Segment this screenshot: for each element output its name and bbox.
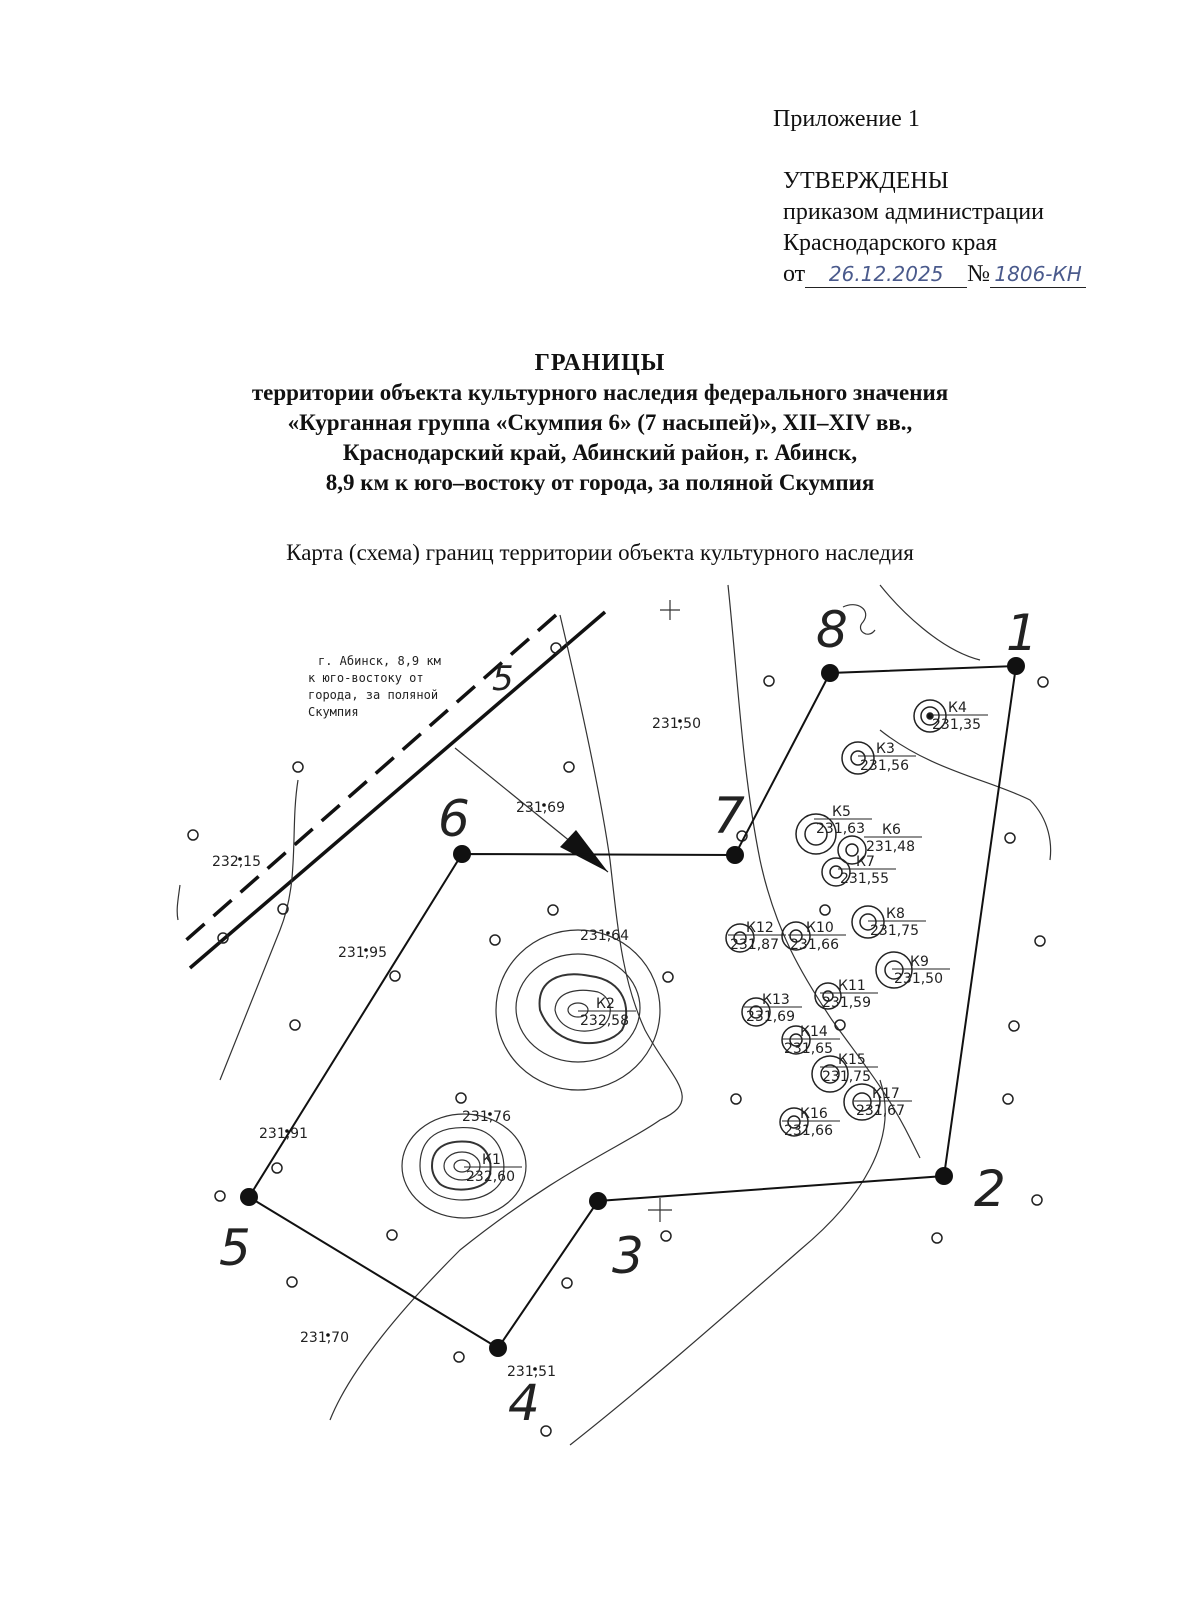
kurgan-id-label: К8	[886, 906, 905, 922]
date-field: 26.12.2025	[805, 263, 967, 288]
vertex-label-4: 4	[508, 1374, 540, 1432]
kurgan-id-label: К5	[832, 804, 851, 820]
vertex-label-8: 8	[816, 601, 848, 659]
kurgan-id-label: К6	[882, 822, 901, 838]
title-line-4: 8,9 км к юго–востоку от города, за поляной Скумпия	[325, 470, 875, 495]
kurgan-elevation-label: 231,75	[822, 1069, 871, 1085]
elevation-label: 231,50	[652, 716, 701, 732]
elevation-label: 231,64	[580, 928, 629, 944]
kurgan-elevation-label: 231,50	[894, 971, 943, 987]
mound-k1-contours	[402, 1114, 526, 1218]
title-line-2: «Курганная группа «Скумпия 6» (7 насыпей)», XII–XIV вв.,	[287, 410, 913, 435]
kurgan-id-label: К11	[838, 978, 866, 994]
kurgan-elevation-label: 231,48	[866, 839, 915, 855]
kurgan-elevation-label: 231,75	[870, 923, 919, 939]
kurgan-elevation-label: 231,55	[840, 871, 889, 887]
note-line-3: города, за поляной	[308, 688, 439, 702]
title-line-3: Краснодарский край, Абинский район, г. Абинск,	[342, 440, 858, 465]
kurgan-elevation-label: 231,59	[822, 995, 871, 1011]
kurgan-elevation-label: 231,66	[784, 1123, 833, 1139]
number-field: 1806-КН	[990, 263, 1086, 288]
kurgan-elevation-label: 231,66	[790, 937, 839, 953]
vertex-label-6: 6	[438, 790, 470, 848]
kurgan-elevation-label: 231,35	[932, 717, 981, 733]
kurgan-id-label: К15	[838, 1052, 866, 1068]
boundary-vertex-7	[726, 846, 744, 864]
kurgan-id-label: К10	[806, 920, 834, 936]
elevation-label: 231,91	[259, 1126, 308, 1142]
kurgan-id-label: К3	[876, 741, 895, 757]
kurgan-elevation-label: 231,63	[816, 821, 865, 837]
note-line-2: к юго-востоку от	[308, 671, 424, 685]
kurgan-id-label: К1	[482, 1152, 501, 1168]
kurgan-elevation-label: 231,69	[746, 1009, 795, 1025]
title-main: ГРАНИЦЫ	[534, 350, 666, 376]
vertex-label-5: 5	[219, 1219, 251, 1277]
date-prefix: от	[783, 261, 806, 287]
boundary-vertex-5	[240, 1188, 258, 1206]
vertex-label-1: 1	[1006, 604, 1038, 662]
note-line-4: Скумпия	[308, 705, 359, 719]
kurgan-elevation-label: 231,67	[856, 1103, 905, 1119]
kurgan-id-label: К16	[800, 1106, 828, 1122]
vertex-label-3: 3	[612, 1227, 644, 1285]
boundary-vertex-3	[589, 1192, 607, 1210]
kurgan-elevation-label: 231,56	[860, 758, 909, 774]
kurgan-id-label: К4	[948, 700, 967, 716]
approval-line-3: Краснодарского края	[783, 230, 998, 256]
kurgan-id-label: К13	[762, 992, 790, 1008]
note-line-1: г. Абинск, 8,9 км	[318, 654, 441, 668]
vertex-label-2: 2	[974, 1160, 1006, 1218]
map-subtitle: Карта (схема) границ территории объекта культурного наследия	[286, 540, 914, 565]
kurgan-id-label: К17	[872, 1086, 900, 1102]
title-line-1: территории объекта культурного наследия федерального значения	[251, 380, 949, 405]
vertex-label-7: 7	[713, 787, 745, 845]
kurgan-elevation-label: 231,87	[730, 937, 779, 953]
elevation-label: 231,70	[300, 1330, 349, 1346]
elevation-label: 231,69	[516, 800, 565, 816]
kurgan-elevation-label: 232,58	[580, 1013, 629, 1029]
elevation-label: 231,95	[338, 945, 387, 961]
boundary-vertex-4	[489, 1339, 507, 1357]
elevation-label: 232,15	[212, 854, 261, 870]
approval-line-2: приказом администрации	[783, 199, 1044, 225]
kurgan-id-label: К12	[746, 920, 774, 936]
kurgan-id-label: К7	[856, 854, 875, 870]
boundary-vertex-2	[935, 1167, 953, 1185]
boundary-vertex-8	[821, 664, 839, 682]
kurgan-id-label: К2	[596, 996, 615, 1012]
number-sign: №	[967, 261, 991, 287]
kurgan-id-label: К9	[910, 954, 929, 970]
elevation-label: 231,51	[507, 1364, 556, 1380]
elevation-label: 231,76	[462, 1109, 511, 1125]
survey-points	[188, 643, 1048, 1436]
mound-k2-contours	[496, 930, 660, 1090]
kurgan-elevation-label: 232,60	[466, 1169, 515, 1185]
kurgan-elevation-label: 231,65	[784, 1041, 833, 1057]
annex-label: Приложение 1	[773, 106, 920, 132]
kurgan-id-label: К14	[800, 1024, 828, 1040]
leader-arrow-icon	[560, 830, 608, 872]
approved-label: УТВЕРЖДЕНЫ	[783, 168, 949, 194]
road-number: 5	[492, 659, 514, 699]
